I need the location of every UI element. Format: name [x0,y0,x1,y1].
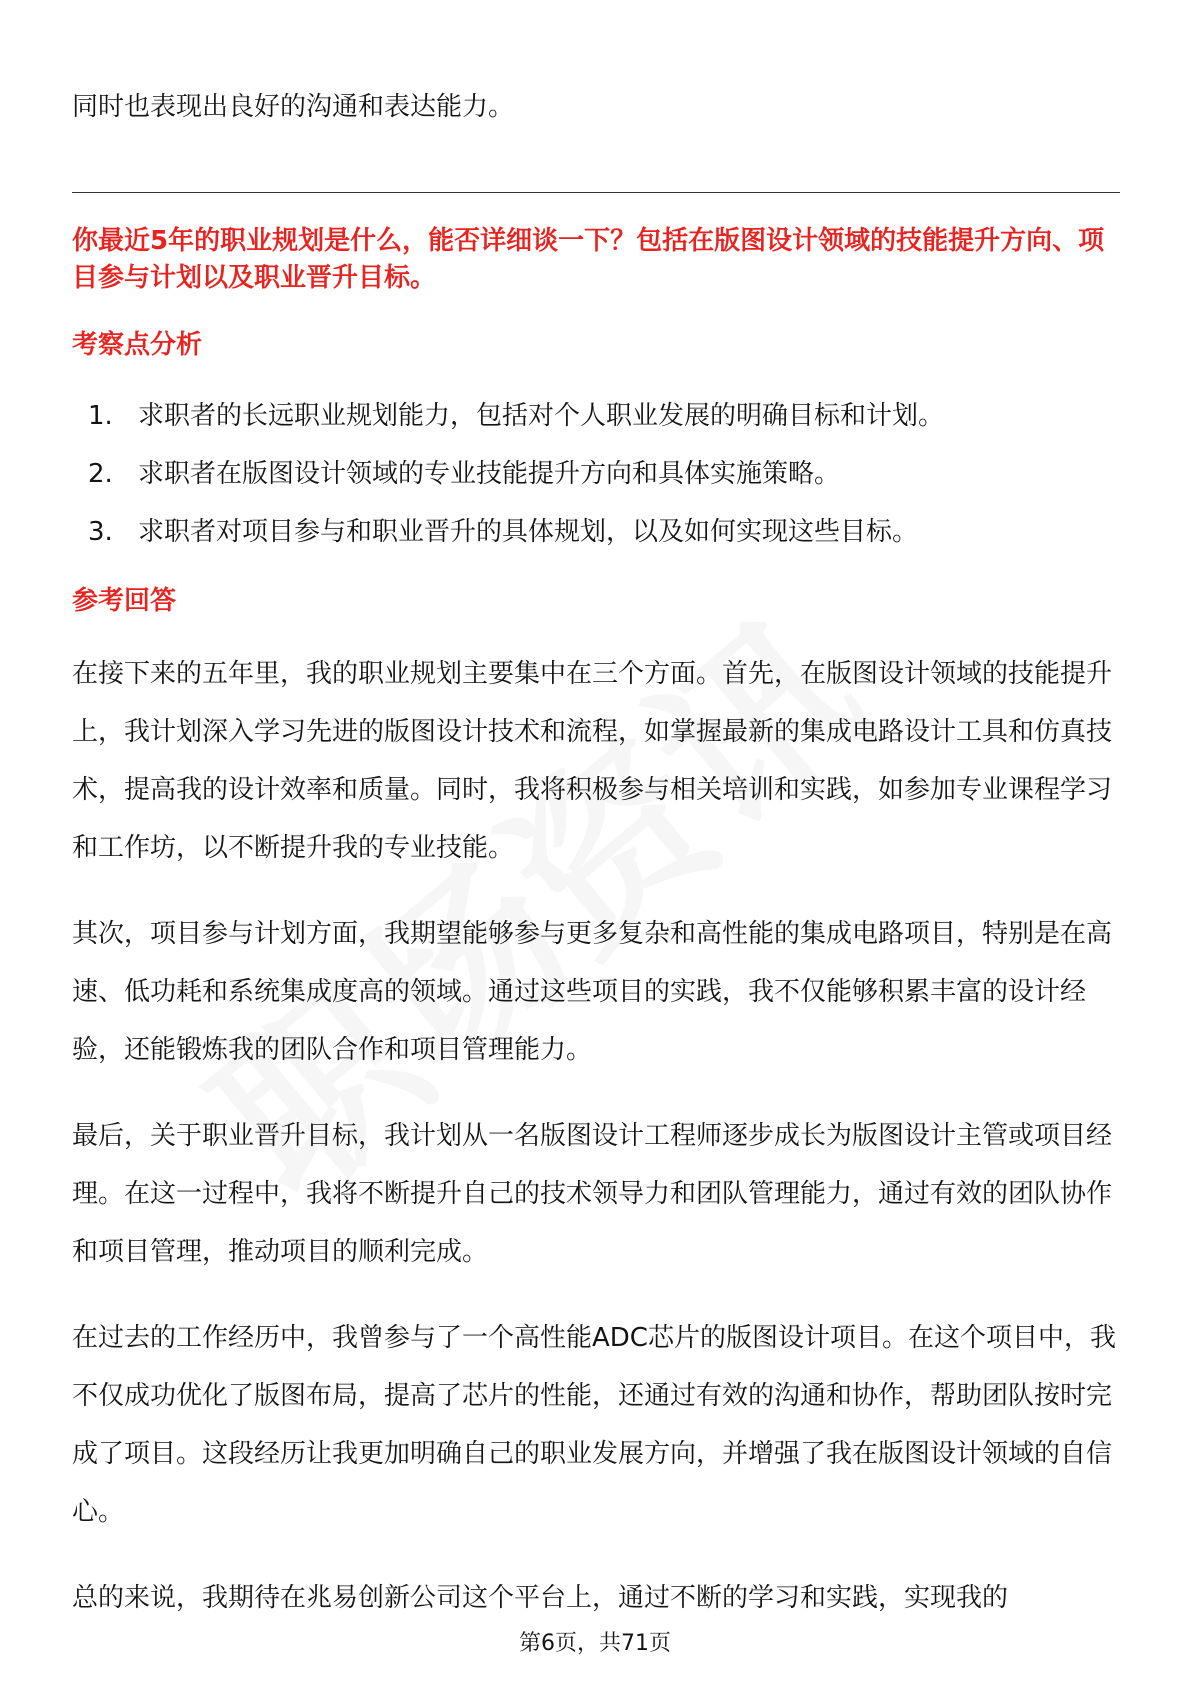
interview-question: 你最近5年的职业规划是什么，能否详细谈一下？包括在版图设计领域的技能提升方向、项目参与计划以及职业晋升目标。 [72,226,1105,293]
list-item [72,503,1120,561]
answer-paragraph: 在过去的工作经历中，我曾参与了一个高性能ADC芯片的版图设计项目。在这个项目中，我不仅成功优化了版图布局，提高了芯片的性能，还通过有效的沟通和协作，帮助团队按时完成了项目。这段经历让我更加明确自己的职业发展方向，并增强了我在版图设计领域的自信心。 [72,1323,1116,1527]
answer-paragraph: 其次，项目参与计划方面，我期望能够参与更多复杂和高性能的集成电路项目，特别是在高速、低功耗和系统集成度高的领域。通过这些项目的实践，我不仅能够积累丰富的设计经验，还能锻炼我的团队合作和项目管理能力。 [72,919,1113,1065]
list-item [72,387,1120,445]
list-item-text: 求职者对项目参与和职业晋升的具体规划，以及如何实现这些目标。 [138,517,919,547]
answer-paragraph: 总的来说，我期待在兆易创新公司这个平台上，通过不断的学习和实践，实现我的 [72,1583,1009,1613]
intro-line: 同时也表现出良好的沟通和表达能力。 [72,92,515,122]
analysis-list [72,387,1120,561]
list-item-number: 1. [88,401,113,431]
list-item [72,445,1120,503]
list-item-number: 3. [88,517,113,547]
list-item-text: 求职者的长远职业规划能力，包括对个人职业发展的明确目标和计划。 [138,401,945,431]
list-item-text: 求职者在版图设计领域的专业技能提升方向和具体实施策略。 [138,459,841,489]
answer-body [72,645,1120,1627]
analysis-heading: 考察点分析 [72,330,203,360]
list-item-number: 2. [88,459,113,489]
page-number-footer: 第6页，共71页 [519,1631,671,1656]
answer-paragraph: 最后，关于职业晋升目标，我计划从一名版图设计工程师逐步成长为版图设计主管或项目经理。在这一过程中，我将不断提升自己的技术领导力和团队管理能力，通过有效的团队协作和项目管理，推动项目的顺利完成。 [72,1121,1113,1267]
answer-paragraph: 在接下来的五年里，我的职业规划主要集中在三个方面。首先，在版图设计领域的技能提升上，我计划深入学习先进的版图设计技术和流程，如掌握最新的集成电路设计工具和仿真技术，提高我的设计效率和质量。同时，我将积极参与相关培训和实践，如参加专业课程学习和工作坊，以不断提升我的专业技能。 [72,659,1113,863]
page-content [72,78,1120,1627]
answer-heading: 参考回答 [72,586,177,616]
section-divider [72,192,1120,193]
